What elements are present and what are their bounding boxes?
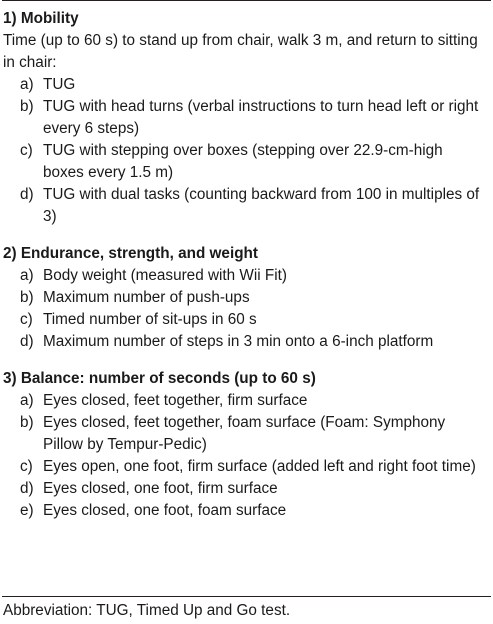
list-item [20,184,485,228]
table-body [3,8,485,522]
item-letter: c) [20,311,33,328]
item-text: Maximum number of steps in 3 min onto a 6-inch platform [43,333,434,350]
item-letter: e) [20,502,34,519]
item-letter: d) [20,333,34,350]
item-letter: c) [20,458,33,475]
item-list [3,390,485,522]
item-text: TUG with stepping over boxes (stepping over 22.9-cm-high boxes every 1.5 m) [43,142,443,181]
item-list [3,74,485,228]
section-mobility [3,8,485,228]
item-letter: b) [20,414,34,431]
item-text: Eyes closed, feet together, firm surface [43,392,308,409]
item-letter: c) [20,142,33,159]
section-heading: 3) Balance: number of seconds (up to 60 s) [3,370,316,387]
section-description: Time (up to 60 s) to stand up from chair, walk 3 m, and return to sitting in chair: [3,32,478,71]
section-heading: 1) Mobility [3,10,79,27]
list-item [20,74,485,96]
list-item [20,287,485,309]
item-text: Maximum number of push-ups [43,289,250,306]
list-item [20,309,485,331]
list-item [20,331,485,353]
item-letter: b) [20,98,34,115]
list-item [20,456,485,478]
item-text: Eyes closed, one foot, firm surface [43,480,278,497]
item-letter: a) [20,392,34,409]
list-item [20,140,485,184]
top-rule [2,0,491,1]
item-text: Eyes closed, one foot, foam surface [43,502,287,519]
item-letter: a) [20,267,34,284]
item-text: TUG with dual tasks (counting backward from 100 in multiples of 3) [43,186,480,225]
footnote: Abbreviation: TUG, Timed Up and Go test. [3,602,291,619]
section-balance [3,368,485,522]
list-item [20,412,485,456]
item-letter: d) [20,186,34,203]
list-item [20,96,485,140]
item-text: Eyes closed, feet together, foam surface (Foam: Symphony Pillow by Tempur-Pedic) [43,414,446,453]
list-item [20,478,485,500]
item-text: TUG with head turns (verbal instructions to turn head left or right every 6 steps) [43,98,479,137]
section-heading: 2) Endurance, strength, and weight [3,245,258,262]
item-letter: a) [20,76,34,93]
item-text: Eyes open, one foot, firm surface (added left and right foot time) [43,458,476,475]
item-letter: d) [20,480,34,497]
list-item [20,500,485,522]
bottom-rule [2,596,491,597]
item-letter: b) [20,289,34,306]
item-text: TUG [43,76,76,93]
section-endurance [3,243,485,353]
item-text: Timed number of sit-ups in 60 s [43,311,257,328]
item-text: Body weight (measured with Wii Fit) [43,267,287,284]
list-item [20,265,485,287]
list-item [20,390,485,412]
item-list [3,265,485,353]
